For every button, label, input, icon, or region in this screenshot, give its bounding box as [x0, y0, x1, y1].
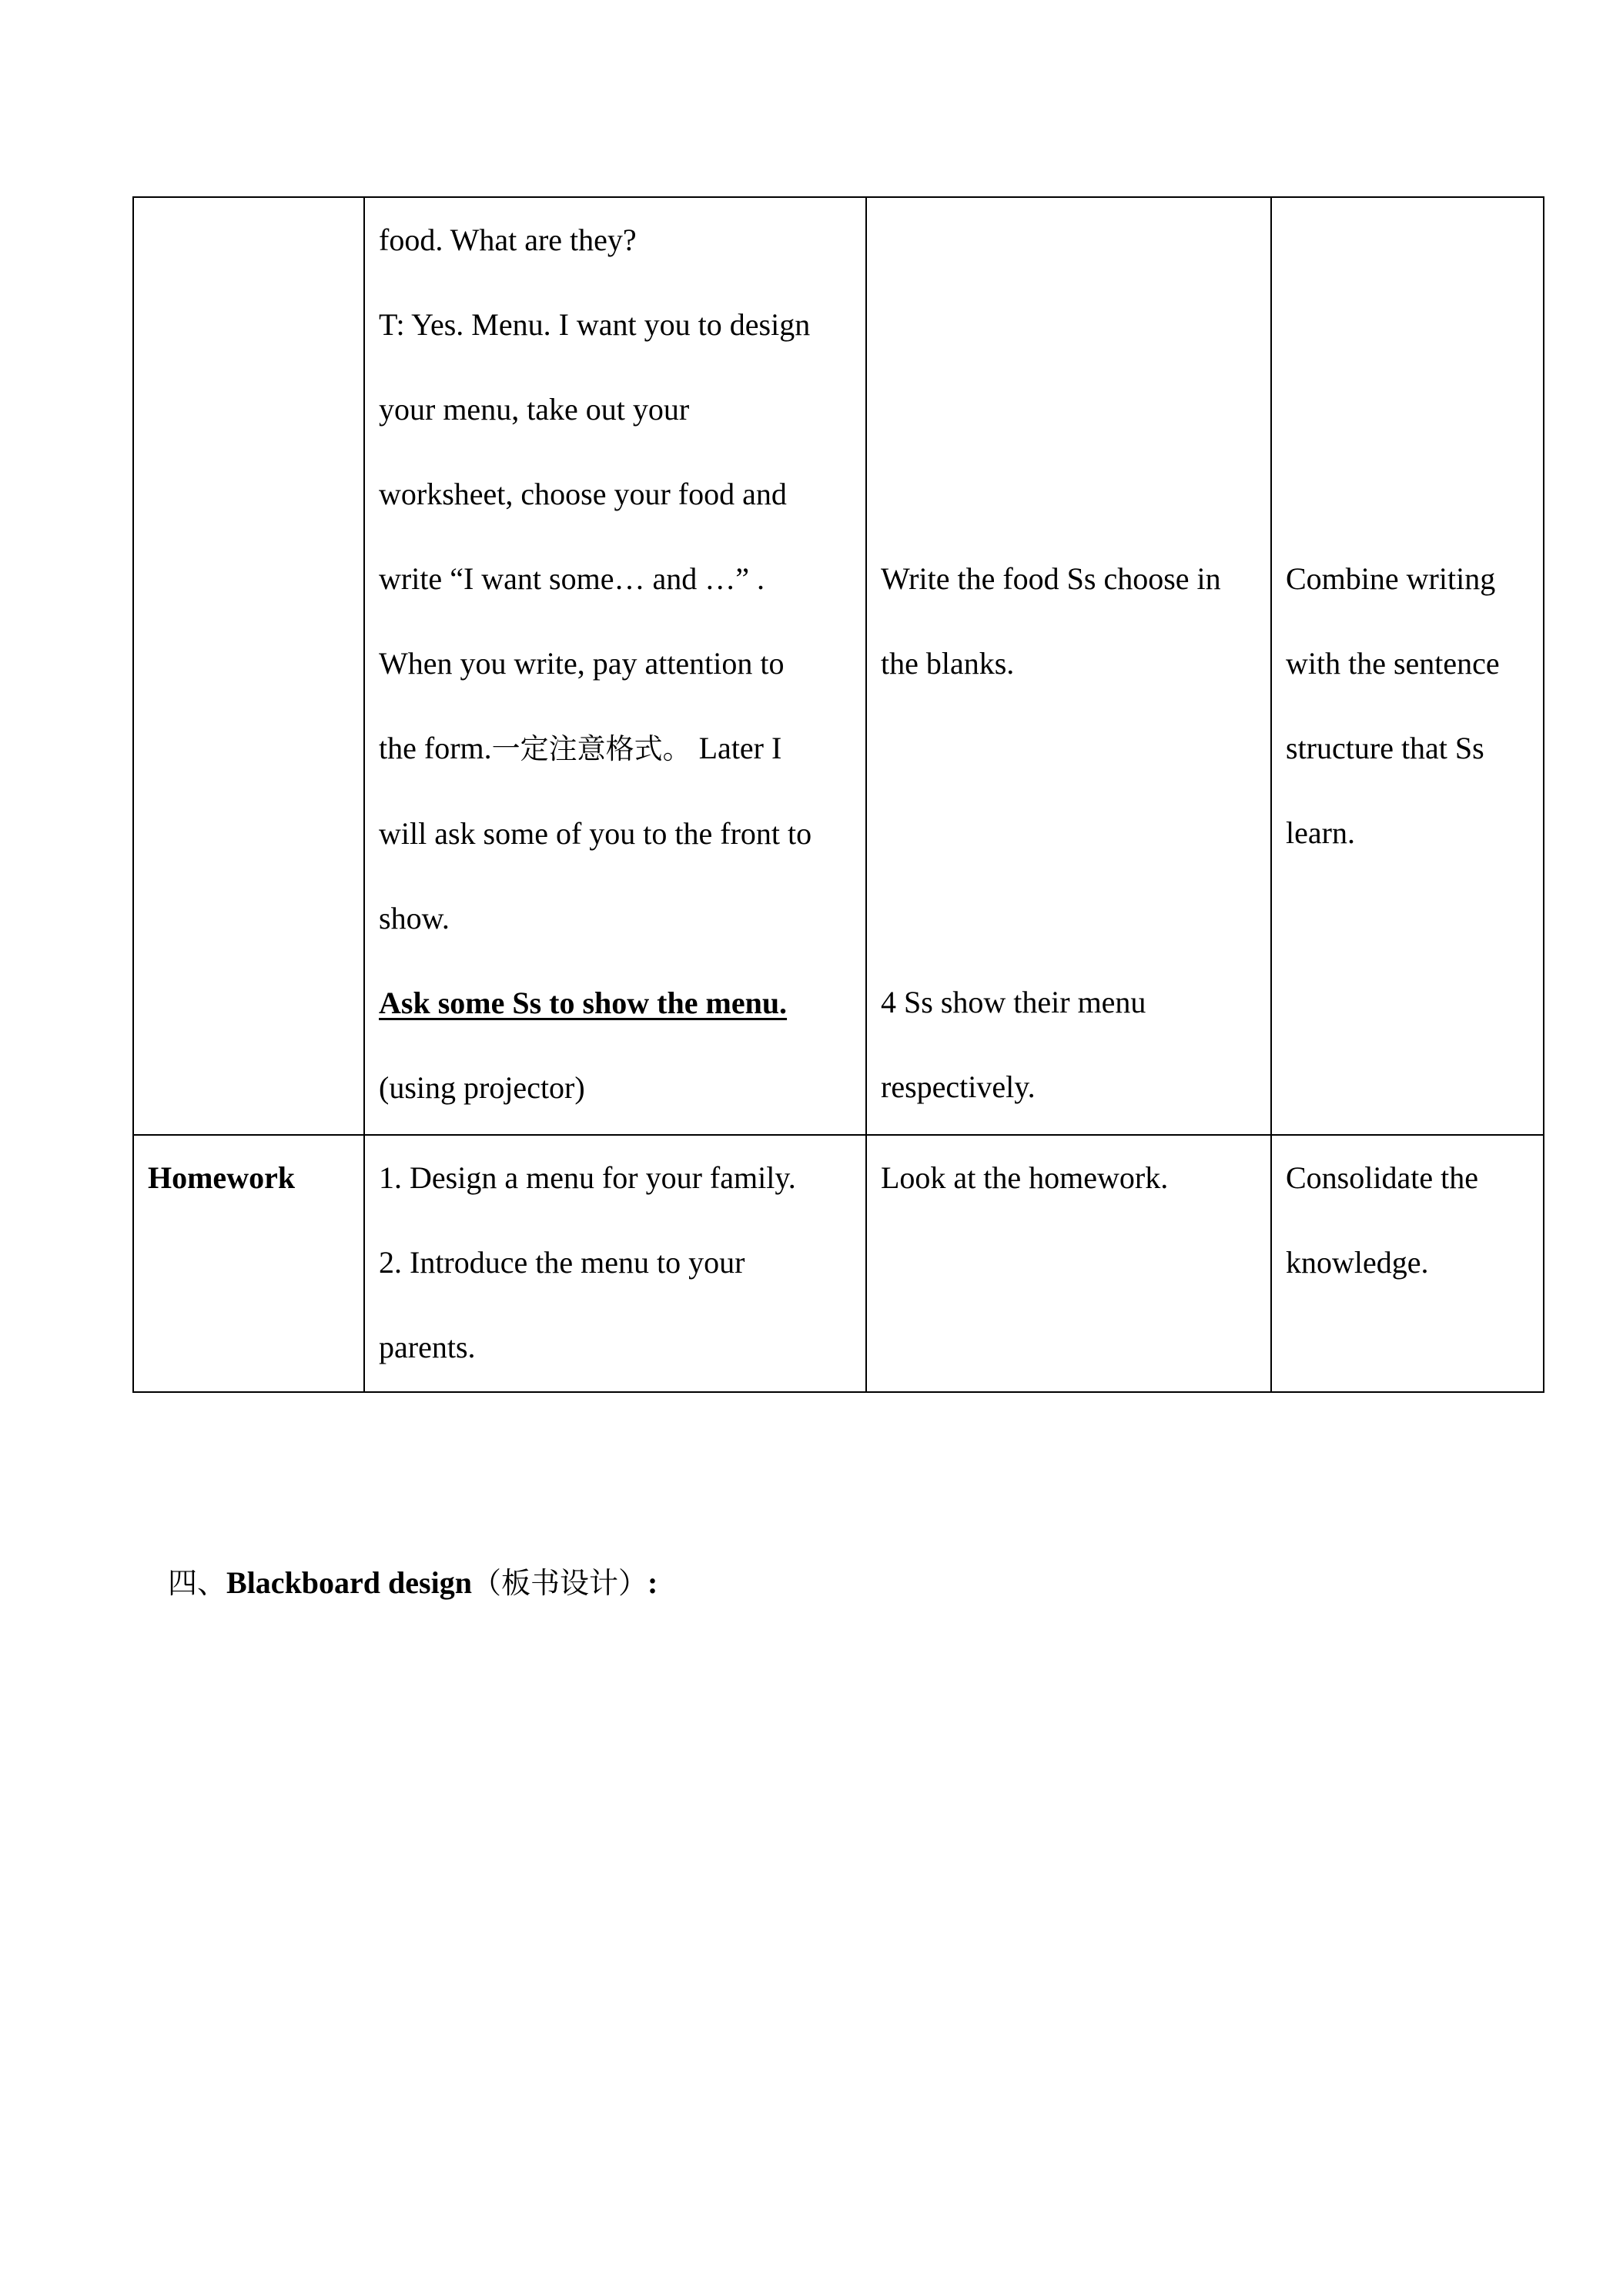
form-chinese-note: 一定注意格式。	[491, 732, 691, 765]
form-suffix: Later I	[698, 731, 782, 765]
section-title-chinese: （板书设计）	[471, 1566, 648, 1600]
teacher-line: T: Yes. Menu. I want you to design	[379, 307, 811, 342]
teacher-line: will ask some of you to the front to	[379, 816, 812, 851]
teacher-line: your menu, take out your	[379, 392, 690, 427]
teacher-line-form	[379, 706, 852, 792]
student-line: respectively.	[881, 1069, 1036, 1104]
teacher-activity-cell	[364, 197, 866, 1135]
section-colon: :	[648, 1565, 658, 1600]
lesson-plan-table	[132, 196, 1544, 1393]
purpose-line: learn.	[1286, 815, 1355, 850]
teacher-line: When you write, pay attention to	[379, 646, 785, 681]
homework-row	[133, 1135, 1544, 1392]
purpose-line: Combine writing	[1286, 561, 1496, 596]
teacher-activity-cell	[364, 1135, 866, 1392]
stage-cell	[133, 1135, 364, 1392]
section-title: Blackboard design	[226, 1565, 472, 1600]
stage-cell	[133, 197, 364, 1135]
purpose-cell	[1271, 197, 1544, 1135]
teacher-line: show.	[379, 901, 450, 935]
teacher-line: worksheet, choose your food and	[379, 477, 787, 511]
purpose-line: with the sentence	[1286, 646, 1500, 681]
teacher-line: food. What are they?	[379, 223, 637, 257]
section-heading	[168, 1560, 658, 1606]
student-activity-cell	[866, 197, 1271, 1135]
homework-line: parents.	[379, 1330, 476, 1364]
purpose-line: structure that Ss	[1286, 731, 1484, 765]
homework-line: 2. Introduce the menu to your	[379, 1245, 745, 1280]
form-prefix: the form.	[379, 731, 492, 765]
teacher-instruction: Ask some Ss to show the menu.	[379, 986, 788, 1020]
student-line: Look at the homework.	[881, 1160, 1169, 1195]
student-line: the blanks.	[881, 646, 1015, 681]
stage-label-homework: Homework	[148, 1160, 296, 1195]
purpose-cell	[1271, 1135, 1544, 1392]
teacher-note: (using projector)	[379, 1070, 585, 1105]
student-activity-cell	[866, 1135, 1271, 1392]
purpose-line: Consolidate the	[1286, 1160, 1478, 1195]
homework-line: 1. Design a menu for your family.	[379, 1160, 796, 1195]
teacher-line: write “I want some… and …” .	[379, 561, 765, 596]
purpose-line: knowledge.	[1286, 1245, 1429, 1280]
student-line: 4 Ss show their menu	[881, 985, 1146, 1019]
continuation-row	[133, 197, 1544, 1135]
section-number: 四、	[168, 1566, 227, 1600]
student-line: Write the food Ss choose in	[881, 561, 1221, 596]
